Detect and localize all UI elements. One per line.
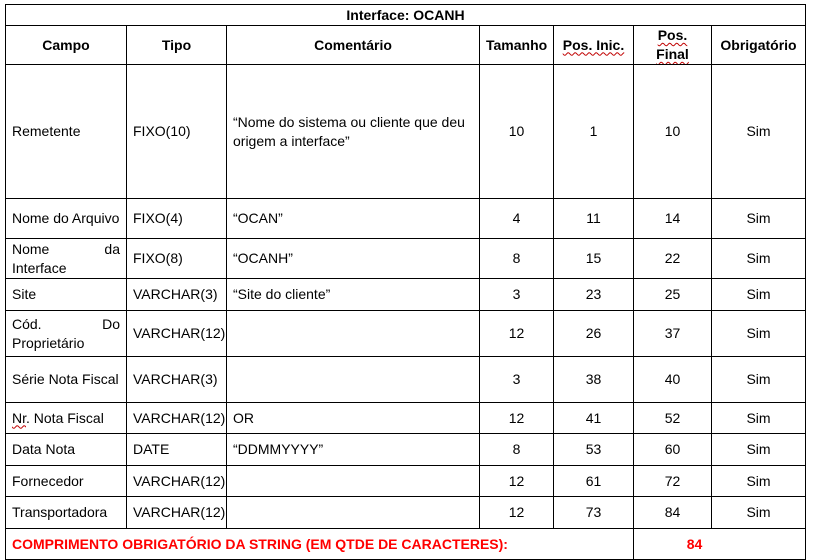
cell-tamanho: 10 <box>480 65 554 199</box>
header-pos-final <box>634 26 712 65</box>
cell-campo: Transportadora <box>6 497 127 529</box>
cell-tamanho: 8 <box>480 434 554 466</box>
cell-tipo: FIXO(4) <box>127 199 227 239</box>
cell-tamanho: 12 <box>480 403 554 434</box>
cell-campo: Remetente <box>6 65 127 199</box>
header-comentario: Comentário <box>227 26 480 65</box>
cell-pos-final: 72 <box>634 466 712 497</box>
cell-comentario <box>227 311 480 357</box>
cell-campo-text: Nr. Nota Fiscal <box>12 409 104 426</box>
cell-campo: Série Nota Fiscal <box>6 357 127 403</box>
cell-tamanho: 8 <box>480 239 554 279</box>
cell-obrigatorio: Sim <box>712 357 806 403</box>
total-length-value: 84 <box>634 529 806 560</box>
table-row <box>6 357 806 403</box>
header-pos-inic-label: Pos. Inic. <box>562 36 625 53</box>
table-row <box>6 311 806 357</box>
cell-tipo: FIXO(10) <box>127 65 227 199</box>
table-row <box>6 279 806 311</box>
header-row <box>6 26 806 65</box>
table-row <box>6 199 806 239</box>
cell-campo: Nome da Interface <box>6 239 127 279</box>
table-row <box>6 403 806 434</box>
cell-pos-inic: 11 <box>554 199 634 239</box>
header-pos-final-label: Pos. Final <box>656 27 689 62</box>
cell-pos-final: 52 <box>634 403 712 434</box>
cell-campo: Data Nota <box>6 434 127 466</box>
cell-tamanho: 12 <box>480 497 554 529</box>
cell-comentario: “OCANH” <box>227 239 480 279</box>
cell-tipo: DATE <box>127 434 227 466</box>
cell-tamanho: 4 <box>480 199 554 239</box>
cell-pos-final: 22 <box>634 239 712 279</box>
table-row <box>6 239 806 279</box>
cell-tamanho: 12 <box>480 466 554 497</box>
cell-pos-final: 37 <box>634 311 712 357</box>
cell-campo: Site <box>6 279 127 311</box>
cell-obrigatorio: Sim <box>712 239 806 279</box>
cell-campo: Cód. Do Proprietário <box>6 311 127 357</box>
cell-pos-inic: 61 <box>554 466 634 497</box>
cell-obrigatorio: Sim <box>712 65 806 199</box>
table-row <box>6 497 806 529</box>
cell-pos-inic: 38 <box>554 357 634 403</box>
cell-obrigatorio: Sim <box>712 497 806 529</box>
cell-campo: Fornecedor <box>6 466 127 497</box>
cell-pos-final: 25 <box>634 279 712 311</box>
header-campo: Campo <box>6 26 127 65</box>
header-pos-inic <box>554 26 634 65</box>
cell-pos-final: 84 <box>634 497 712 529</box>
table-row <box>6 466 806 497</box>
cell-pos-inic: 15 <box>554 239 634 279</box>
cell-pos-inic: 26 <box>554 311 634 357</box>
cell-pos-inic: 1 <box>554 65 634 199</box>
cell-obrigatorio: Sim <box>712 311 806 357</box>
cell-obrigatorio: Sim <box>712 403 806 434</box>
cell-pos-inic: 41 <box>554 403 634 434</box>
cell-pos-final: 60 <box>634 434 712 466</box>
table-title-row <box>6 5 806 26</box>
cell-comentario: “Nome do sistema ou cliente que deu origem a interface” <box>227 65 480 199</box>
cell-tamanho: 3 <box>480 357 554 403</box>
header-obrigatorio: Obrigatório <box>712 26 806 65</box>
cell-tipo: VARCHAR(12) <box>127 497 227 529</box>
cell-pos-inic: 73 <box>554 497 634 529</box>
cell-obrigatorio: Sim <box>712 434 806 466</box>
table-row <box>6 434 806 466</box>
cell-comentario <box>227 357 480 403</box>
cell-campo <box>6 403 127 434</box>
cell-pos-final: 10 <box>634 65 712 199</box>
cell-campo: Nome do Arquivo <box>6 199 127 239</box>
cell-obrigatorio: Sim <box>712 279 806 311</box>
header-tamanho: Tamanho <box>480 26 554 65</box>
cell-comentario: “Site do cliente” <box>227 279 480 311</box>
cell-comentario: “DDMMYYYY” <box>227 434 480 466</box>
cell-obrigatorio: Sim <box>712 199 806 239</box>
interface-spec-table <box>5 4 806 560</box>
table-row <box>6 65 806 199</box>
cell-tipo: VARCHAR(12) <box>127 466 227 497</box>
cell-comentario: “OCAN” <box>227 199 480 239</box>
header-tipo: Tipo <box>127 26 227 65</box>
cell-pos-final: 14 <box>634 199 712 239</box>
cell-tipo: VARCHAR(3) <box>127 357 227 403</box>
total-length-label: COMPRIMENTO OBRIGATÓRIO DA STRING (EM QTDE DE CARACTERES): <box>6 529 634 560</box>
cell-tipo: VARCHAR(12) <box>127 403 227 434</box>
cell-comentario: OR <box>227 403 480 434</box>
cell-tipo: VARCHAR(12) <box>127 311 227 357</box>
cell-pos-inic: 23 <box>554 279 634 311</box>
cell-pos-inic: 53 <box>554 434 634 466</box>
cell-comentario <box>227 497 480 529</box>
cell-tamanho: 3 <box>480 279 554 311</box>
cell-tipo: FIXO(8) <box>127 239 227 279</box>
cell-tipo: VARCHAR(3) <box>127 279 227 311</box>
cell-obrigatorio: Sim <box>712 466 806 497</box>
footer-row <box>6 529 806 560</box>
cell-pos-final: 40 <box>634 357 712 403</box>
table-title: Interface: OCANH <box>6 5 806 26</box>
cell-tamanho: 12 <box>480 311 554 357</box>
cell-comentario <box>227 466 480 497</box>
